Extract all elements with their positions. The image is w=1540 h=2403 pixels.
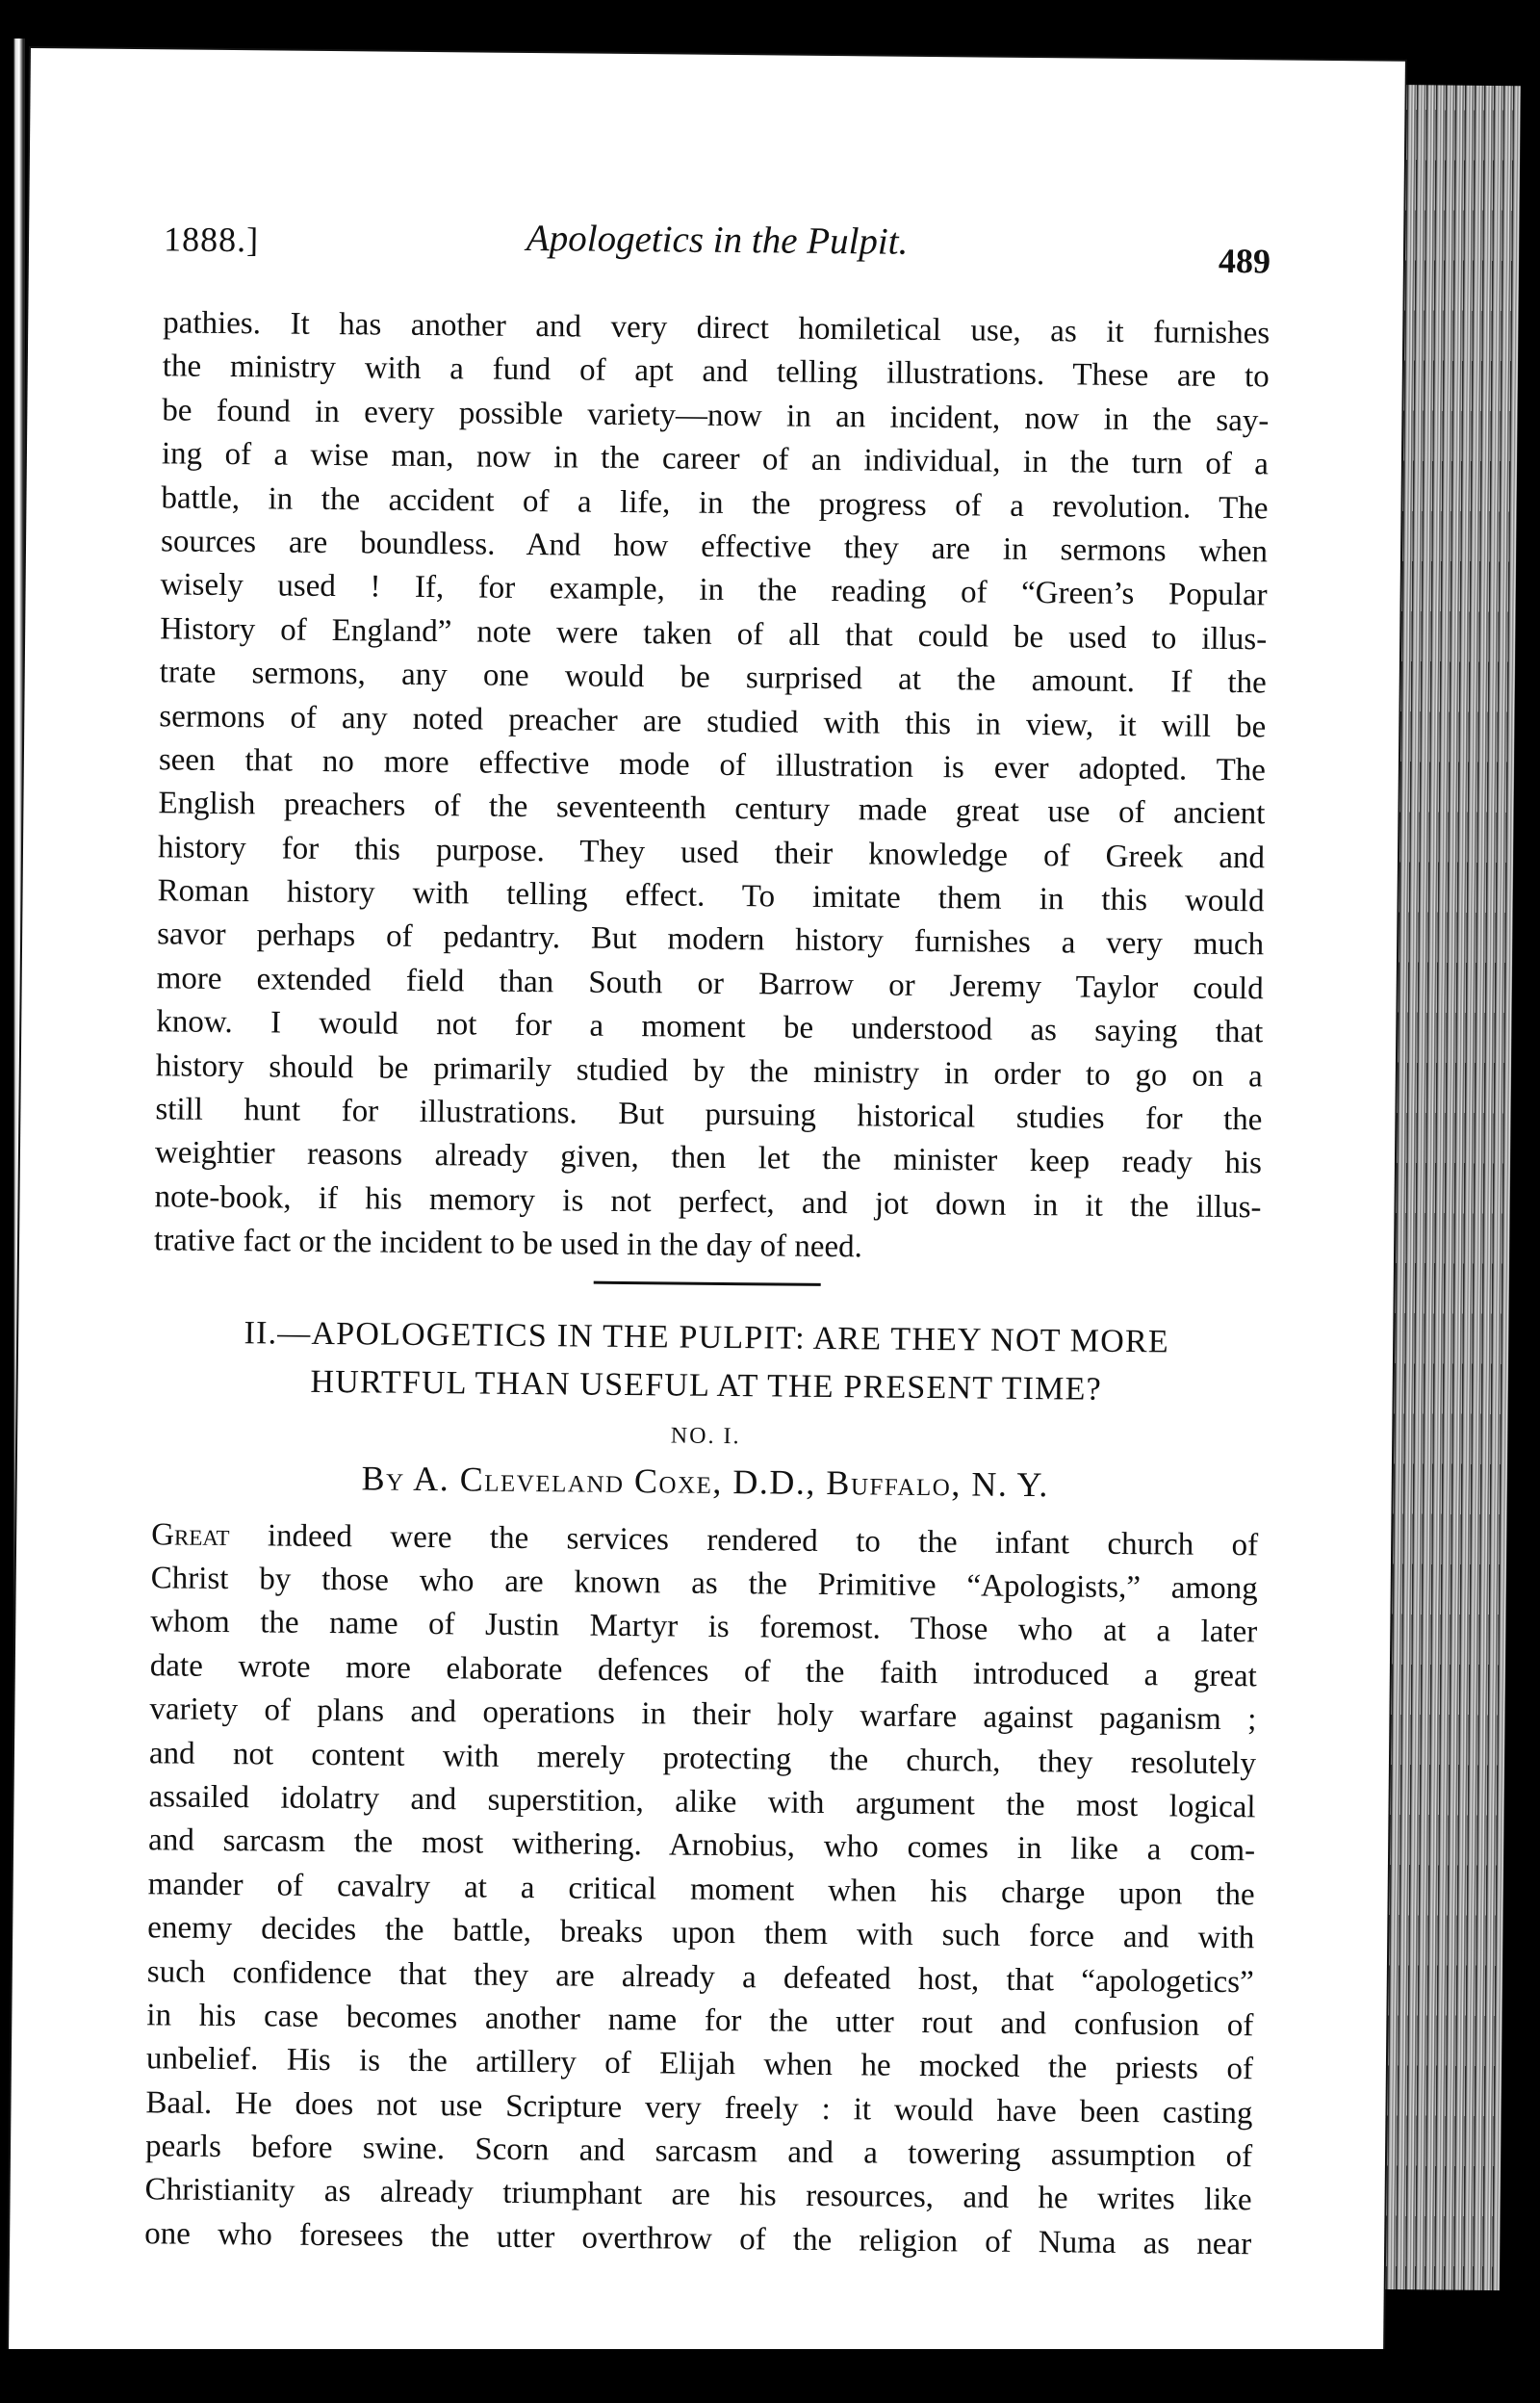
text-line: sermons of any noted preacher are studied with this in view, it will be — [159, 698, 1267, 744]
text-line: more extended field than South or Barrow or Jeremy Taylor could — [156, 961, 1264, 1007]
text-line: Roman history with telling effect. To imitate them in this would — [157, 873, 1265, 919]
text-line-rest: indeed were the services rendered to the infant church of — [229, 1517, 1259, 1563]
text-line: pathies. It has another and very direct homiletical use, as it furnishes — [163, 305, 1270, 351]
article-title-line: HURTFUL THAN USEFUL AT THE PRESENT TIME? — [310, 1363, 1103, 1408]
text-line: unbelief. His is the artillery of Elijah when he mocked the priests of — [145, 2041, 1254, 2087]
text-line: History of England” note were taken of all that could be used to illus- — [160, 611, 1268, 658]
text-line: savor perhaps of pedantry. But modern history furnishes a very much — [156, 917, 1265, 963]
running-head-year: 1888.] — [163, 220, 260, 260]
text-line: history should be primarily studied by the ministry in order to go on a — [155, 1047, 1263, 1094]
text-line: such confidence that they are already a defeated host, that “apologetics” — [146, 1953, 1254, 2000]
scan-bottom-border — [0, 2349, 1540, 2403]
page-body — [144, 301, 1270, 2266]
text-line: trate sermons, any one would be surprised at the amount. If the — [159, 655, 1267, 701]
text-line: Baal. He does not use Scripture very freely : it would have been casting — [145, 2084, 1253, 2131]
running-head-title: Apologetics in the Pulpit. — [526, 217, 909, 263]
text-line: note-book, if his memory is not perfect, and jot down in it the illus- — [154, 1179, 1262, 1226]
text-line: wisely used ! If, for example, in the reading of “Green’s Popular — [160, 567, 1268, 613]
text-line: still hunt for illustrations. But pursuing historical studies for the — [155, 1092, 1263, 1138]
article-paragraph — [144, 1513, 1258, 2267]
text-line: ing of a wise man, now in the career of an individual, in the turn of a — [161, 436, 1270, 482]
text-line: enemy decides the battle, breaks upon them with such force and with — [147, 1910, 1255, 1956]
text-line: in his case becomes another name for the utter rout and confusion of — [146, 1998, 1254, 2044]
byline — [152, 1456, 1259, 1507]
intro-paragraph — [154, 301, 1270, 1274]
book-page — [9, 48, 1405, 2364]
article-title — [152, 1308, 1260, 1415]
text-line: English preachers of the seventeenth century made great use of ancient — [158, 786, 1266, 832]
text-line: Christ by those who are known as the Primitive “Apologists,” among — [150, 1561, 1258, 1607]
text-line: one who foresees the utter overthrow of the religion of Numa as near — [144, 2216, 1252, 2262]
text-line: variety of plans and operations in their holy warfare against paganism ; — [149, 1692, 1257, 1738]
scan-top-border — [0, 0, 1540, 48]
text-line: sources are boundless. And how effective they are in sermons when — [160, 524, 1269, 570]
text-line: history for this purpose. They used their knowledge of Greek and — [157, 829, 1266, 876]
running-head — [163, 194, 1271, 281]
opening-word: Great — [151, 1516, 230, 1553]
article-number: NO. I. — [670, 1423, 741, 1449]
text-line: be found in every possible variety—now in an incident, now in the say- — [162, 393, 1270, 439]
text-line: mander of cavalry at a critical moment when his charge upon the — [147, 1866, 1255, 1913]
text-line: assailed idolatry and superstition, alike with argument the most logical — [148, 1779, 1256, 1825]
text-line: date wrote more elaborate defences of the faith introduced a great — [149, 1648, 1257, 1694]
text-line: know. I would not for a moment be understood as saying that — [156, 1004, 1264, 1050]
text-line: battle, in the accident of a life, in the progress of a revolution. The — [161, 479, 1269, 526]
text-line: seen that no more effective mode of illustration is ever adopted. The — [158, 742, 1267, 788]
author-name: A. Cleveland Coxe, D.D., — [413, 1459, 817, 1502]
text-line: the ministry with a fund of apt and telling illustrations. These are to — [162, 349, 1270, 395]
text-line: pearls before swine. Scorn and sarcasm and a towering assumption of — [144, 2129, 1253, 2175]
text-line: Christianity as already triumphant are his resources, and he writes like — [144, 2172, 1252, 2218]
text-line: trative fact or the incident to be used in the day of need. — [153, 1223, 863, 1265]
page-number: 489 — [1218, 241, 1271, 281]
text-line: weightier reasons already given, then let the minister keep ready his — [154, 1135, 1263, 1181]
byline-prefix: By — [361, 1458, 405, 1498]
text-line: and sarcasm the most withering. Arnobius, who comes in like a com- — [147, 1822, 1256, 1869]
author-location: Buffalo, N. Y. — [826, 1462, 1050, 1504]
text-line: whom the name of Justin Martyr is foremost. Those who at a later — [150, 1604, 1258, 1650]
text-line: and not content with merely protecting the church, they resolutely — [148, 1735, 1257, 1781]
article-title-line: II.—APOLOGETICS IN THE PULPIT: ARE THEY NOT MORE — [244, 1314, 1169, 1360]
section-divider-rule — [594, 1280, 821, 1285]
